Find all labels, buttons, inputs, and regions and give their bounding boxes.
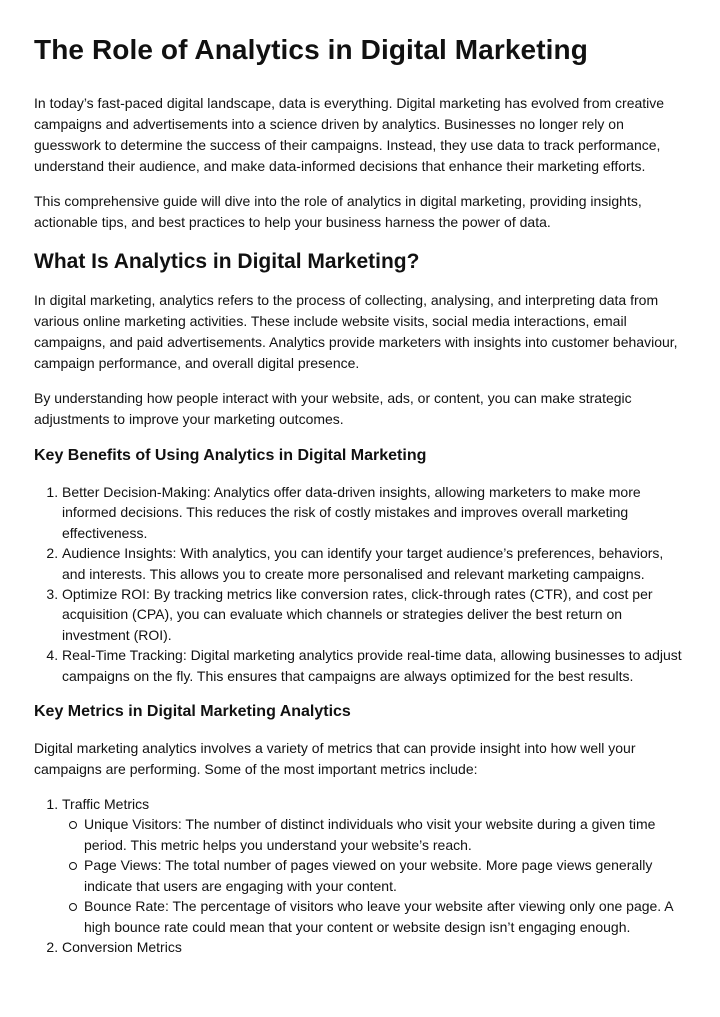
list-item: 3. Optimize ROI: By tracking metrics like conversion rates, click-through rates (CTR), and cost per acquisition (CPA), you can evaluate which channels or strategies deliver the best return on investment (ROI). bbox=[62, 584, 686, 645]
intro-paragraph: This comprehensive guide will dive into the role of analytics in digital marketing, providing insights, actionable tips, and best practices to help your business harness the power of data. bbox=[34, 193, 642, 230]
sub-list bbox=[62, 814, 686, 936]
list-item: 2. Audience Insights: With analytics, you can identify your target audience’s preferences, behaviors, and interests. This allows you to create more personalised and relevant marketing campaigns. bbox=[62, 543, 686, 584]
section-heading: What Is Analytics in Digital Marketing? bbox=[34, 250, 420, 273]
list-item bbox=[62, 937, 686, 957]
metric-category-label: Traffic Metrics bbox=[62, 796, 150, 813]
section-paragraph: In digital marketing, analytics refers to the process of collecting, analysing, and interpreting data from various online marketing activities. These include website visits, social media interactions, email campaigns, and paid advertisements. Analytics provide marketers with insights into customer behaviour, campaign performance, and overall digital presence. bbox=[34, 292, 678, 371]
sub-list-item: Bounce Rate: The percentage of visitors who leave your website after viewing only one page. A high bounce rate could mean that your content or website design isn’t engaging enough. bbox=[84, 896, 686, 937]
list-item bbox=[62, 794, 686, 937]
metrics-heading: Key Metrics in Digital Marketing Analytics bbox=[34, 703, 351, 721]
intro-paragraph: In today’s fast-paced digital landscape, data is everything. Digital marketing has evolved from creative campaigns and advertisements into a science driven by analytics. Businesses no longer rely on guesswork to determine the success of their campaigns. Instead, they use data to track performance, understand their audience, and make data-informed decisions that enhance their marketing efforts. bbox=[34, 95, 665, 174]
benefits-list bbox=[34, 482, 686, 686]
sub-list-item: Unique Visitors: The number of distinct individuals who visit your website during a given time period. This metric helps you understand your website’s reach. bbox=[84, 814, 686, 855]
metrics-intro: Digital marketing analytics involves a variety of metrics that can provide insight into how well your campaigns are performing. Some of the most important metrics include: bbox=[34, 740, 636, 778]
page-title: The Role of Analytics in Digital Marketing bbox=[34, 34, 588, 65]
list-item: 1. Better Decision-Making: Analytics offer data-driven insights, allowing marketers to make more informed decisions. This reduces the risk of costly mistakes and improves overall marketing effectiveness. bbox=[62, 482, 686, 543]
benefits-heading: Key Benefits of Using Analytics in Digital Marketing bbox=[34, 447, 427, 464]
sub-list-item: Page Views: The total number of pages viewed on your website. More page views generally indicate that users are engaging with your content. bbox=[84, 855, 686, 896]
list-item: 4. Real-Time Tracking: Digital marketing analytics provide real-time data, allowing businesses to adjust campaigns on the fly. This ensures that campaigns are always optimized for the best results. bbox=[62, 645, 686, 686]
section-paragraph: By understanding how people interact with your website, ads, or content, you can make strategic adjustments to improve your marketing outcomes. bbox=[34, 390, 632, 427]
metrics-list bbox=[34, 794, 686, 957]
metric-category-label: Conversion Metrics bbox=[62, 938, 182, 955]
